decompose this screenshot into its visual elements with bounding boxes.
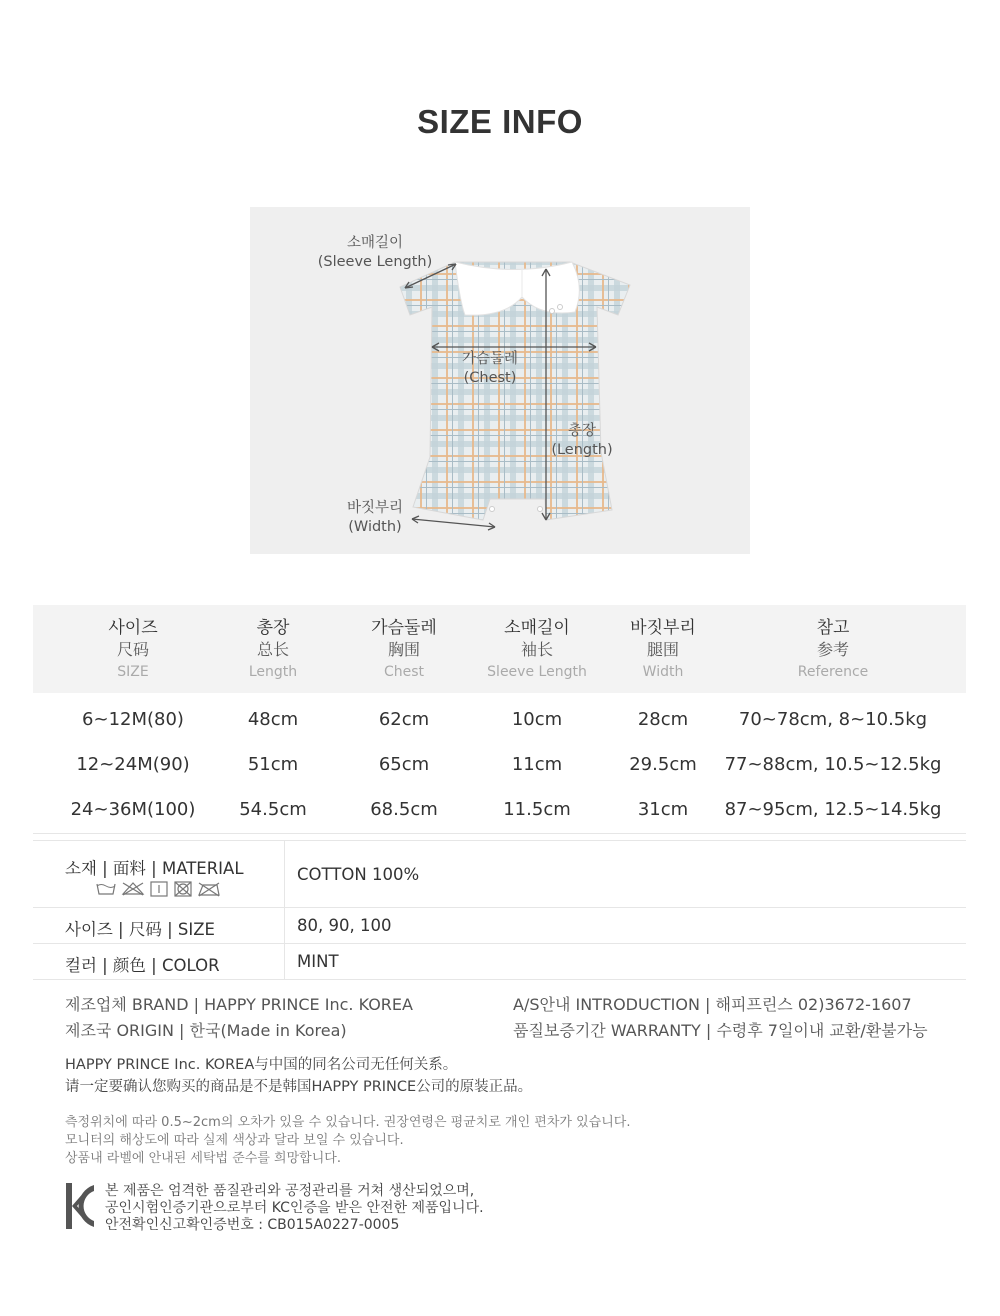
cell-reference: 87~95cm, 12.5~14.5kg [724, 799, 942, 820]
header-sleeve [467, 617, 607, 683]
header-length [213, 617, 333, 683]
cell-length: 48cm [247, 709, 299, 730]
header-reference [733, 617, 933, 683]
header-en: Width [642, 664, 684, 680]
cell-chest: 65cm [378, 754, 430, 775]
brand-info: 제조업체 BRAND | HAPPY PRINCE Inc. KOREA [65, 995, 413, 1014]
note-line: 모니터의 해상도에 따라 실제 색상과 달라 보일 수 있습니다. [65, 1133, 404, 1148]
material-label: 소재 | 面料 | MATERIAL [65, 859, 244, 878]
header-zh: 腿围 [646, 640, 679, 659]
note-line: 상품내 라벨에 안내된 세탁법 준수를 희망합니다. [65, 1151, 341, 1166]
page-title: SIZE INFO [417, 103, 583, 140]
kc-text-line: 본 제품은 엄격한 품질관리와 공정관리를 거쳐 생산되었으며, [105, 1183, 475, 1199]
as-info: A/S안내 INTRODUCTION | 해피프린스 02)3672-1607 [513, 995, 912, 1014]
header-zh: 袖长 [520, 640, 553, 659]
cell-size: 6~12M(80) [82, 709, 184, 730]
table-row [33, 787, 966, 832]
length-label-en: (Length) [551, 442, 613, 458]
header-zh: 胸围 [387, 640, 420, 659]
product-measurement-illustration [250, 207, 750, 554]
color-value: MINT [297, 952, 339, 971]
header-size [63, 617, 203, 683]
header-ko: 소매길이 [504, 618, 570, 638]
header-zh: 总长 [256, 640, 289, 659]
header-en: Reference [797, 664, 869, 680]
header-ko: 참고 [816, 618, 850, 638]
laundry-care-icon [95, 881, 221, 897]
header-ko: 총장 [256, 618, 290, 638]
cn-notice-line: 请一定要确认您购买的商品是不是韩国HAPPY PRINCE公司的原装正品。 [65, 1079, 533, 1095]
cell-length: 54.5cm [239, 799, 307, 820]
cell-sleeve: 10cm [511, 709, 563, 730]
table-row [33, 742, 966, 787]
color-label: 컬러 | 颜色 | COLOR [65, 956, 220, 975]
cell-sleeve: 11cm [511, 754, 563, 775]
width-label-ko: 바짓부리 [346, 500, 404, 516]
kc-text-line: 안전확인신고확인증번호 : CB015A0227-0005 [105, 1217, 400, 1233]
header-ko: 사이즈 [108, 618, 158, 638]
origin-info: 제조국 ORIGIN | 한국(Made in Korea) [65, 1021, 347, 1040]
size-value: 80, 90, 100 [297, 916, 392, 935]
length-label-ko: 총장 [567, 423, 596, 439]
header-zh: 参考 [816, 640, 849, 659]
table-divider [33, 833, 966, 834]
sleeve-label [310, 234, 440, 272]
chest-label-en: (Chest) [463, 370, 517, 386]
header-en: SIZE [117, 664, 149, 680]
header-width [603, 617, 723, 683]
cell-reference: 70~78cm, 8~10.5kg [738, 709, 928, 730]
kc-certification-icon [63, 1181, 97, 1231]
info-divider [284, 840, 285, 979]
header-ko: 바짓부리 [630, 618, 696, 638]
width-label [335, 499, 415, 537]
header-en: Chest [383, 664, 425, 680]
header-chest [344, 617, 464, 683]
length-label [542, 422, 622, 460]
cell-length: 51cm [247, 754, 299, 775]
cell-width: 31cm [637, 799, 689, 820]
info-row-material [33, 840, 966, 908]
note-line: 측정위치에 따라 0.5~2cm의 오차가 있을 수 있습니다. 권장연령은 평균치로 개인 편차가 있습니다. [65, 1115, 631, 1130]
kc-text-line: 공인시험인증기관으로부터 KC인증을 받은 안전한 제품입니다. [105, 1200, 484, 1216]
size-label: 사이즈 | 尺码 | SIZE [65, 920, 215, 939]
care-icons [95, 881, 221, 901]
cell-size: 24~36M(100) [70, 799, 196, 820]
header-en: Length [248, 664, 298, 680]
header-en: Sleeve Length [487, 664, 587, 680]
cn-notice-line: HAPPY PRINCE Inc. KOREA与中国的同名公司无任何关系。 [65, 1057, 458, 1073]
info-row-color [33, 943, 966, 980]
cell-size: 12~24M(90) [76, 754, 190, 775]
cell-chest: 62cm [378, 709, 430, 730]
chest-label-ko: 가슴둘레 [461, 351, 519, 367]
warranty-info: 품질보증기간 WARRANTY | 수령후 7일이내 교환/환불가능 [513, 1021, 928, 1040]
header-zh: 尺码 [116, 640, 149, 659]
table-row [33, 697, 966, 742]
header-ko: 가슴둘레 [371, 618, 437, 638]
sleeve-label-ko: 소매길이 [346, 235, 404, 251]
cell-width: 29.5cm [629, 754, 697, 775]
material-value: COTTON 100% [297, 865, 420, 884]
cell-width: 28cm [637, 709, 689, 730]
cell-reference: 77~88cm, 10.5~12.5kg [724, 754, 942, 775]
info-row-size [33, 907, 966, 944]
cell-sleeve: 11.5cm [503, 799, 571, 820]
size-table-header [33, 605, 966, 693]
width-label-en: (Width) [348, 519, 402, 535]
sleeve-label-en: (Sleeve Length) [317, 254, 433, 270]
chest-label [445, 350, 535, 388]
cell-chest: 68.5cm [370, 799, 438, 820]
